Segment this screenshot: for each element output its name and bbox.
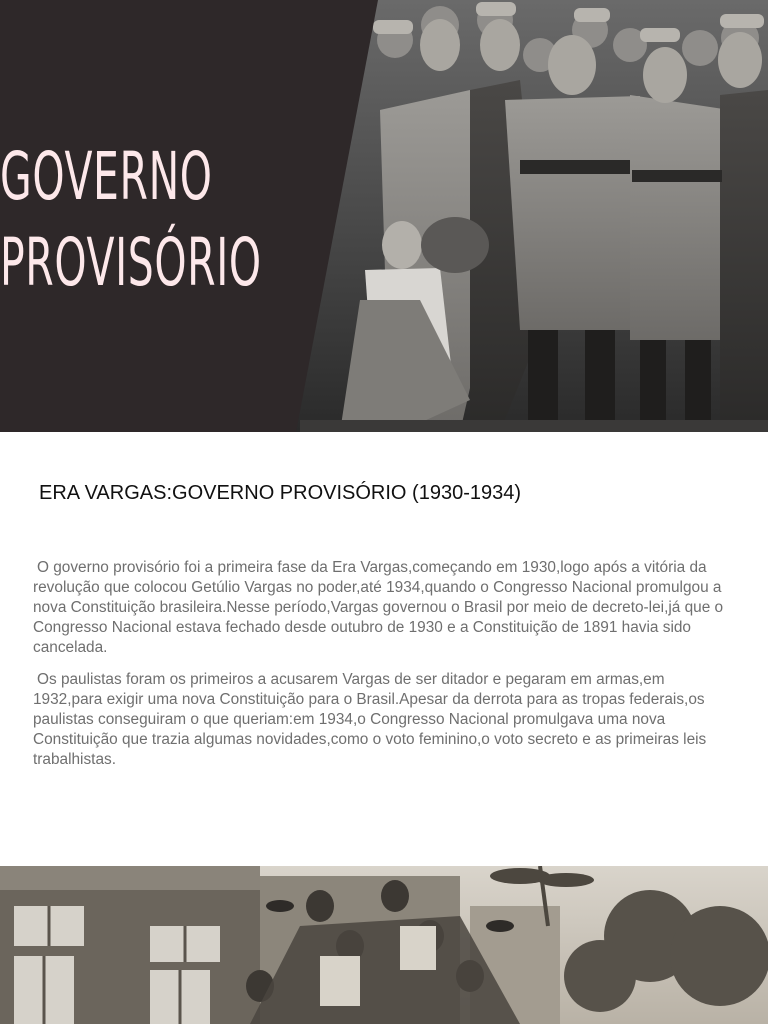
title-line-2: PROVISÓRIO: [0, 224, 262, 301]
paragraph-1: O governo provisório foi a primeira fase da Era Vargas,começando em 1930,logo após a vitória da revolução que colocou Getúlio Vargas no poder,até 1934,quando o Congresso Nacional promulgou a nova Constituição brasileira.Nesse período,Vargas governou o Brasil por meio de decreto-lei,já que o Congresso Nacional estava fechado desde outubro de 1930 e a Constituição de 1891 havia sido cancelada.: [33, 559, 724, 656]
title-line-1: GOVERNO: [0, 138, 213, 215]
content-section: [0, 432, 768, 866]
section-heading: ERA VARGAS:GOVERNO PROVISÓRIO (1930-1934): [39, 482, 522, 504]
bottom-photo: [0, 866, 768, 1024]
hero-banner: [0, 0, 768, 432]
paragraph-2: Os paulistas foram os primeiros a acusarem Vargas de ser ditador e pegaram em armas,em 1932,para exigir uma nova Constituição para o Brasil.Apesar da derrota para as tropas federais,os paulistas conseguiram o que queriam:em 1934,o Congresso Nacional promulgava uma nova Constituição que trazia algumas novidades,como o voto feminino,o voto secreto e as primeiras leis trabalhistas.: [33, 671, 707, 768]
page-title: [0, 134, 262, 306]
